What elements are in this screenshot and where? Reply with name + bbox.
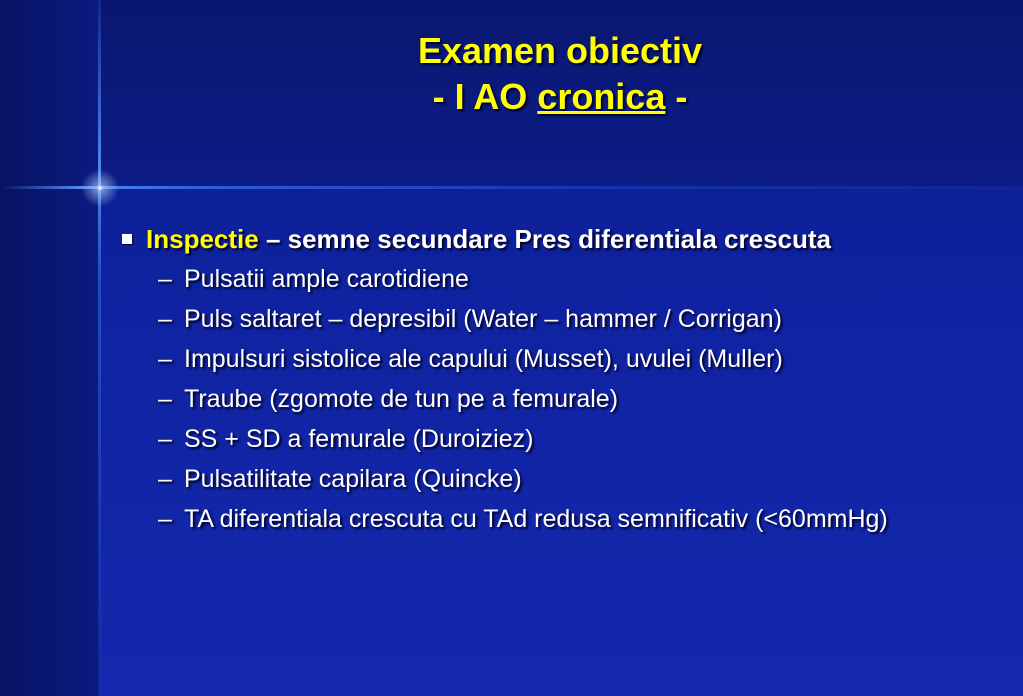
sub-bullet-item (158, 303, 1000, 336)
dash-icon: – (158, 265, 172, 293)
main-bullet-text (146, 222, 831, 256)
sub-bullet-item (158, 263, 1000, 296)
dash-icon: – (158, 465, 172, 493)
sub-bullet-text: SS + SD a femurale (Duroiziez) (184, 425, 534, 453)
left-band (0, 0, 100, 696)
title-line-2-prefix: - I AO (432, 76, 538, 117)
dash-icon: – (158, 305, 172, 333)
dash-icon: – (158, 425, 172, 453)
horizontal-light-line (0, 186, 1023, 189)
main-bullet (120, 222, 1000, 256)
sub-bullet-text: TA diferentiala crescuta cu TAd redusa semnificativ (<60mmHg) (184, 505, 888, 533)
main-bullet-rest: – semne secundare Pres diferentiala crescuta (258, 224, 832, 254)
sub-bullet-item (158, 463, 1000, 496)
sub-bullet-text: Impulsuri sistolice ale capului (Musset), uvulei (Muller) (184, 345, 783, 373)
vertical-light-line (98, 0, 101, 696)
sub-bullet-text: Pulsatii ample carotidiene (184, 265, 469, 293)
light-star-decoration (70, 158, 130, 218)
title-line-1: Examen obiectiv (417, 30, 703, 71)
sub-bullet-item (158, 383, 1000, 416)
slide-content (120, 222, 1000, 536)
sub-bullet-item (158, 343, 1000, 376)
sub-bullet-list (120, 263, 1000, 536)
dash-icon: – (158, 505, 172, 533)
sub-bullet-text: Traube (zgomote de tun pe a femurale) (184, 385, 619, 413)
square-bullet-icon (122, 234, 132, 244)
sub-bullet-item (158, 503, 1000, 536)
title-line-2-underlined: cronica (537, 76, 666, 117)
sub-bullet-text: Pulsatilitate capilara (Quincke) (184, 465, 522, 493)
sub-bullet-item (158, 423, 1000, 456)
title-line-2-suffix: - (665, 76, 688, 117)
title-line-2 (300, 74, 820, 120)
sub-bullet-text: Puls saltaret – depresibil (Water – hammer / Corrigan) (184, 305, 782, 333)
slide-title (300, 28, 820, 120)
dash-icon: – (158, 385, 172, 413)
main-bullet-highlight: Inspectie (146, 224, 259, 254)
dash-icon: – (158, 345, 172, 373)
